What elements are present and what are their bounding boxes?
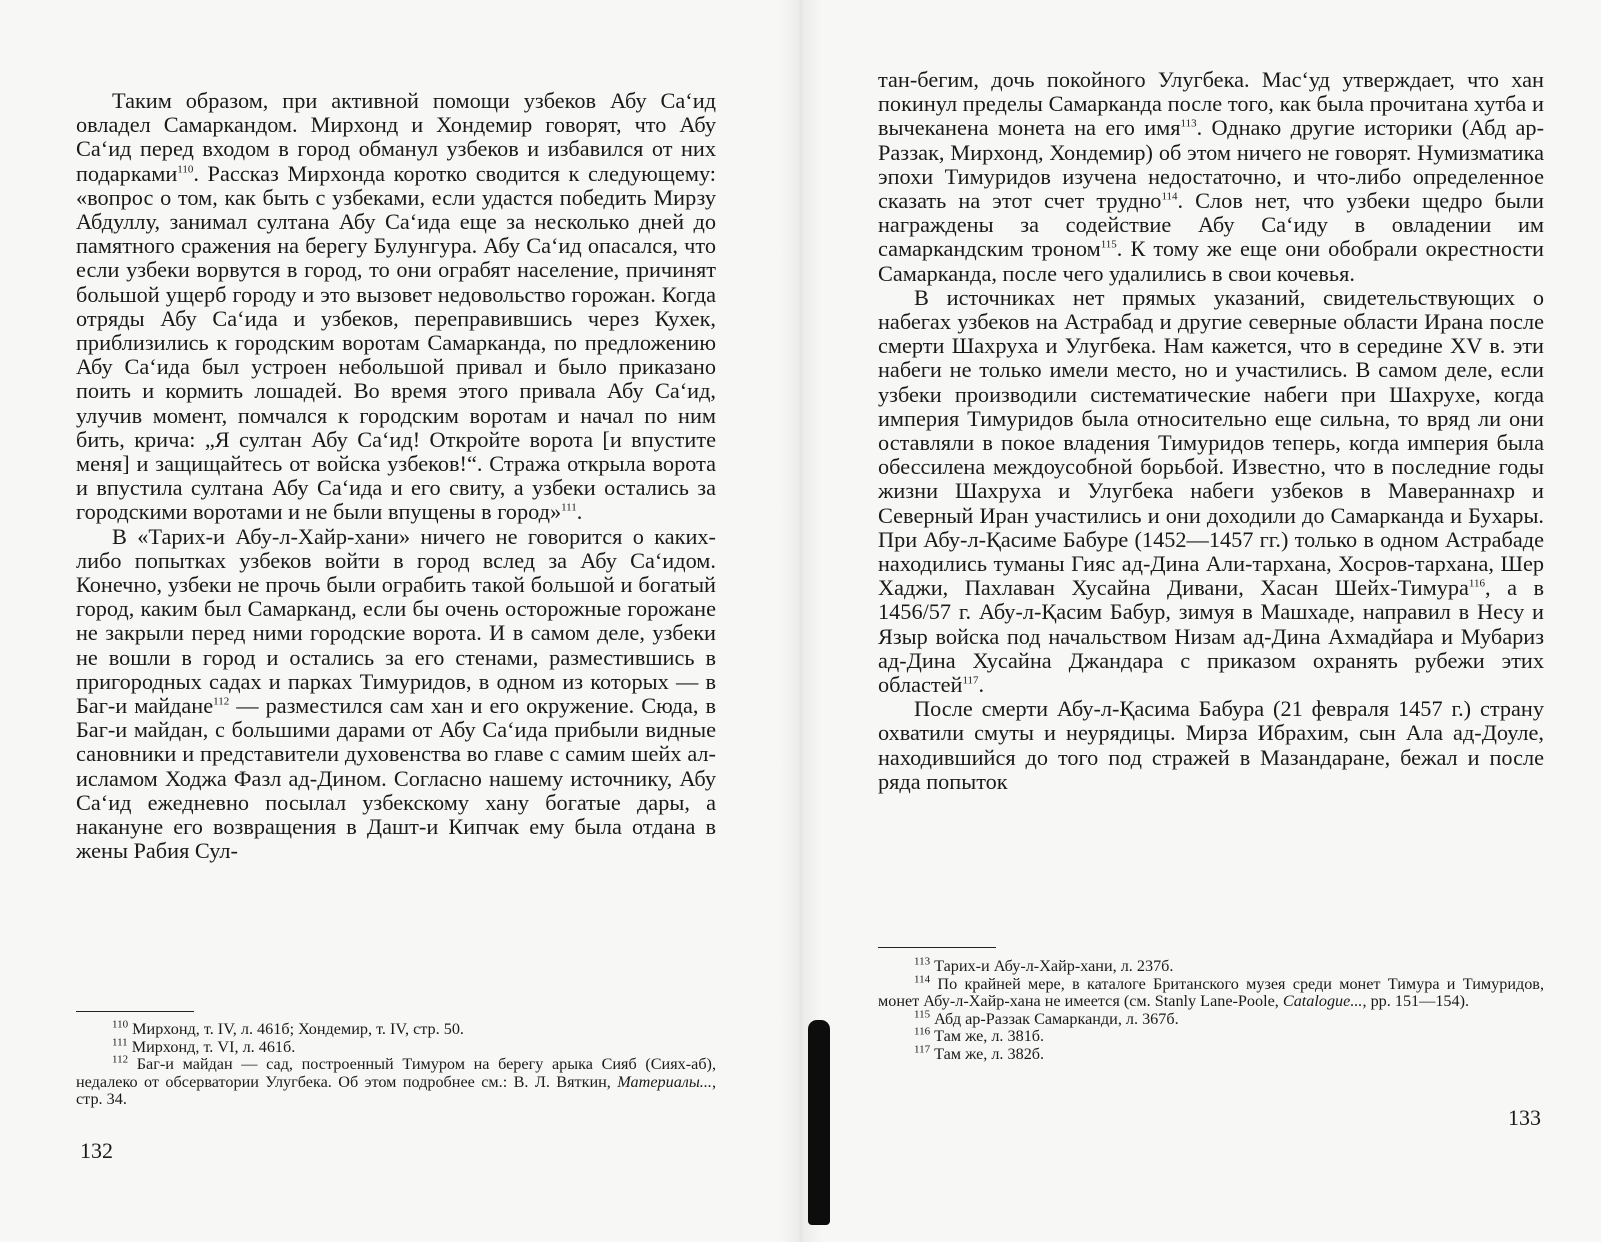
footnote: $^{110}$ Мирхонд, т. IV, л. 461б; Хондемир, т. IV, стр. 50. <box>112 1018 464 1038</box>
footnote-ref[interactable]: 115 <box>1100 239 1117 251</box>
footnote-ref[interactable]: 117 <box>962 674 979 687</box>
footnote: $^{114}$ По крайней мере, в каталоге Британского музея среди монет Тимура и Тимуридов, монет Абу-л-Хайр-хана не имеется (см. Stanly Lane-Poole, Catalogue..., pp. 151—154). <box>878 973 1544 1011</box>
footnote-rule <box>76 1011 194 1012</box>
footnote: $^{111}$ Мирхонд, т. VI, л. 461б. <box>112 1036 296 1056</box>
paragraph: После смерти Абу-л-Қасима Бабура (21 февраля 1457 г.) страну охватили смуты и неурядицы. Мирза Ибрахим, сын Ала ад-Доуле, находившийся до того под стражей в Мазандаране, бежал и после ряда попыток <box>878 696 1544 794</box>
footnote: $^{115}$ Абд ар-Раззак Самарканди, л. 367б. <box>914 1008 1179 1028</box>
footnote-ref[interactable]: 114 <box>1161 190 1178 203</box>
right-footnotes <box>878 955 1544 1064</box>
left-footnotes <box>76 1018 716 1109</box>
footnote: $^{116}$ Там же, л. 381б. <box>914 1025 1045 1046</box>
page-number: 132 <box>80 1138 113 1163</box>
left-body-text <box>76 89 716 864</box>
footnote-ref[interactable]: 116 <box>1468 577 1486 590</box>
right-page <box>808 0 1601 1242</box>
footnote-ref[interactable]: 112 <box>213 695 230 708</box>
footnote-ref[interactable]: 110 <box>177 163 194 176</box>
page-number: 133 <box>1508 1105 1541 1130</box>
footnote: $^{117}$ Там же, л. 382б. <box>914 1043 1045 1063</box>
left-page <box>0 0 792 1242</box>
footnote-ref[interactable]: 111 <box>561 502 577 515</box>
paragraph: тан-бегим, дочь покойного Улугбека. Масʻуд утверждает, что хан покинул пределы Самарканда после того, как была прочитана хутба и вычеканена монета на его имя$^{113}$. Однако другие историки (Абд ар-Раззак, Мирхонд, Хондемир) об этом ничего не говорят. Нумизматика эпохи Тимуридов изучена недостаточно, и что-либо определенное сказать на этот счет трудно$^{114}$. Слов нет, что узбеки щедро были награждены за содействие Абу Саʻиду в овладении им самаркандским троном$^{115}$. К тому же еще они обобрали окрестности Самарканда, после чего удалились в свои кочевья. <box>878 67 1544 286</box>
paragraph: В «Тарих-и Абу-л-Хайр-хани» ничего не говорится о каких-либо попытках узбеков войти в город вслед за Абу Саʻидом. Конечно, узбеки не прочь были ограбить такой большой и богатый город, каким был Самарканд, если бы очень осторожные горожане не закрыли перед ними городские ворота. И в самом деле, узбеки не вошли в город и остались за его стенами, разместившись в пригородных садах и парках Тимуридов, в одном из которых — в Баг-и майдане$^{112}$ — разместился сам хан и его окружение. Сюда, в Баг-и майдан, с большими дарами от Абу Саʻида прибыли видные сановники и представители духовенства во главе с самим шейх ал-исламом Ходжа Фазл ад-Дином. Согласно нашему источнику, Абу Саʻид ежедневно посылал узбекскому хану богатые дары, а накануне его возвращения в Дашт-и Кипчак ему была отдана в жены Рабия Сул- <box>76 523 716 864</box>
paragraph: Таким образом, при активной помощи узбеков Абу Саʻид овладел Самаркандом. Мирхонд и Хондемир говорят, что Абу Саʻид перед входом в город обманул узбеков и избавился от них подарками$^{110}$. Рассказ Мирхонда коротко сводится к следующему: «вопрос о том, как быть с узбеками, если удастся победить Мирзу Абдуллу, занимал султана Абу Саʻида еще за несколько дней до памятного сражения на берегу Булунгура. Абу Саʻид опасался, что если узбеки ворвутся в город, то они ограбят население, причинят большой ущерб городу и это вызовет недовольство горожан. Когда отряды Абу Саʻида и узбеков, переправившись через Кухек, приблизились к городским воротам Самарканда, по предложению Абу Саʻида был устроен небольшой привал и было приказано поить и кормить лошадей. Во время этого привала Абу Саʻид, улучив момент, помчался к городским воротам и начал по ним бить, крича: „Я султан Абу Саʻид! Откройте ворота [и впустите меня] и защищайтесь от войска узбеков!“. Стража открыла ворота и впустила султана Абу Саʻида и его свиту, а узбеки остались за городскими воротами и не были впущены в город»$^{111}$. <box>76 88 716 525</box>
footnote-rule <box>878 947 996 948</box>
paragraph: В источниках нет прямых указаний, свидетельствующих о набегах узбеков на Астрабад и другие северные области Ирана после смерти Шахруха и Улугбека. Нам кажется, что в середине XV в. эти набеги не только имели место, но и участились. В самом деле, если узбеки производили систематические набеги при Шахрухе, когда империя Тимуридов была относительно еще сильна, то вряд ли они оставляли в покое владения Тимуридов теперь, когда империя была обессилена междоусобной борьбой. Известно, что в последние годы жизни Шахруха и Улугбека набеги узбеков в Мавераннахр и Северный Иран участились и они доходили до Самарканда и Бухары. При Абу-л-Қасиме Бабуре (1452—1457 гг.) только в одном Астрабаде находились туманы Гияс ад-Дина Али-тархана, Хосров-тархана, Шер Хаджи, Пахлаван Хусайна Дивани, Хасан Шейх-Тимура$^{116}$, а в 1456/57 г. Абу-л-Қасим Бабур, зимуя в Машхаде, направил в Несу и Языр войска под начальством Низам ад-Дина Ахмадйара и Мубариз ад-Дина Хусайна Джандара с приказом охранять рубежи этих областей$^{117}$. <box>878 284 1544 698</box>
right-body-text <box>878 68 1544 794</box>
footnote: $^{113}$ Тарих-и Абу-л-Хайр-хани, л. 237б. <box>914 955 1174 975</box>
footnote: $^{112}$ Баг-и майдан — сад, построенный Тимуром на берегу арыка Сияб (Сиях-аб), недалеко от обсерватории Улугбека. Об этом подробнее см.: В. Л. Вяткин, Материалы..., стр. 34. <box>76 1053 716 1109</box>
footnote-ref[interactable]: 113 <box>1180 117 1197 130</box>
